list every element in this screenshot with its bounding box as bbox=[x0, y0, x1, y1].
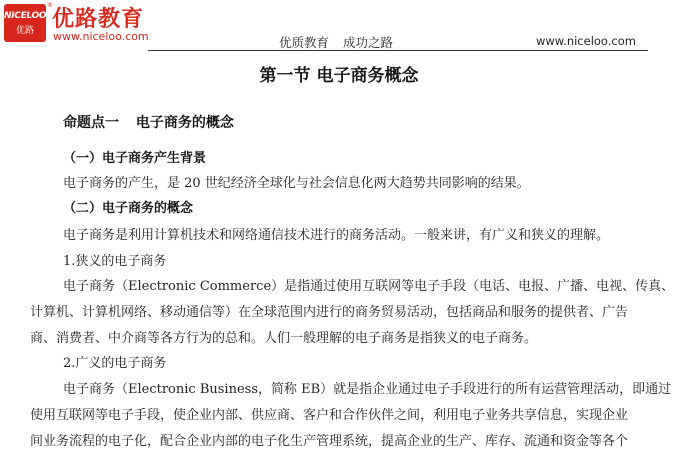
paragraph-background: 电子商务的产生，是 20 世纪经济全球化与社会信息化两大趋势共同影响的结果。 bbox=[63, 176, 530, 191]
narrow-definition-title: 1.狭义的电子商务 bbox=[63, 254, 167, 269]
subheading-concept: （二）电子商务的概念 bbox=[63, 201, 194, 216]
page-header bbox=[0, 0, 678, 52]
broad-paragraph-line: 使用互联网等电子手段，使企业内部、供应商、客户和合作伙伴之间，利用电子业务共享信息，实现企业 bbox=[30, 408, 629, 423]
header-site-url: www.niceloo.com bbox=[536, 34, 636, 48]
subheading-background: （一）电子商务产生背景 bbox=[63, 151, 207, 166]
logo-registered-mark: ® bbox=[47, 2, 53, 9]
section-heading: 命题点一 电子商务的概念 bbox=[63, 115, 234, 131]
logo-brand-name: 优路教育 bbox=[52, 7, 145, 32]
logo-badge bbox=[4, 4, 46, 42]
logo-badge-top: NICELOO bbox=[4, 11, 47, 21]
logo-url: www.niceloo.com bbox=[53, 30, 149, 43]
broad-definition-title: 2.广义的电子商务 bbox=[63, 356, 167, 371]
header-slogan: 优质教育 成功之路 bbox=[279, 35, 393, 50]
broad-paragraph-line: 电子商务（Electronic Business，简称 EB）就是指企业通过电子手段进行的所有运营管理活动，即通过 bbox=[63, 382, 672, 397]
page-title: 第一节 电子商务概念 bbox=[259, 66, 419, 86]
narrow-paragraph-line: 电子商务（Electronic Commerce）是指通过使用互联网等电子手段（电话、电报、广播、电视、传真、 bbox=[63, 279, 675, 294]
logo-badge-bottom: 优路 bbox=[15, 26, 34, 36]
broad-paragraph-line: 间业务流程的电子化，配合企业内部的电子化生产管理系统，提高企业的生产、库存、流通和资金等各个 bbox=[30, 434, 629, 449]
narrow-paragraph-line: 计算机、计算机网络、移动通信等）在全球范围内进行的商务贸易活动，包括商品和服务的提供者、广告 bbox=[30, 305, 629, 320]
paragraph-concept: 电子商务是利用计算机技术和网络通信技术进行的商务活动。一般来讲，有广义和狭义的理解。 bbox=[63, 228, 610, 243]
header-divider bbox=[148, 50, 648, 51]
narrow-paragraph-line: 商、消费者、中介商等各方行为的总和。人们一般理解的电子商务是指狭义的电子商务。 bbox=[30, 331, 538, 346]
